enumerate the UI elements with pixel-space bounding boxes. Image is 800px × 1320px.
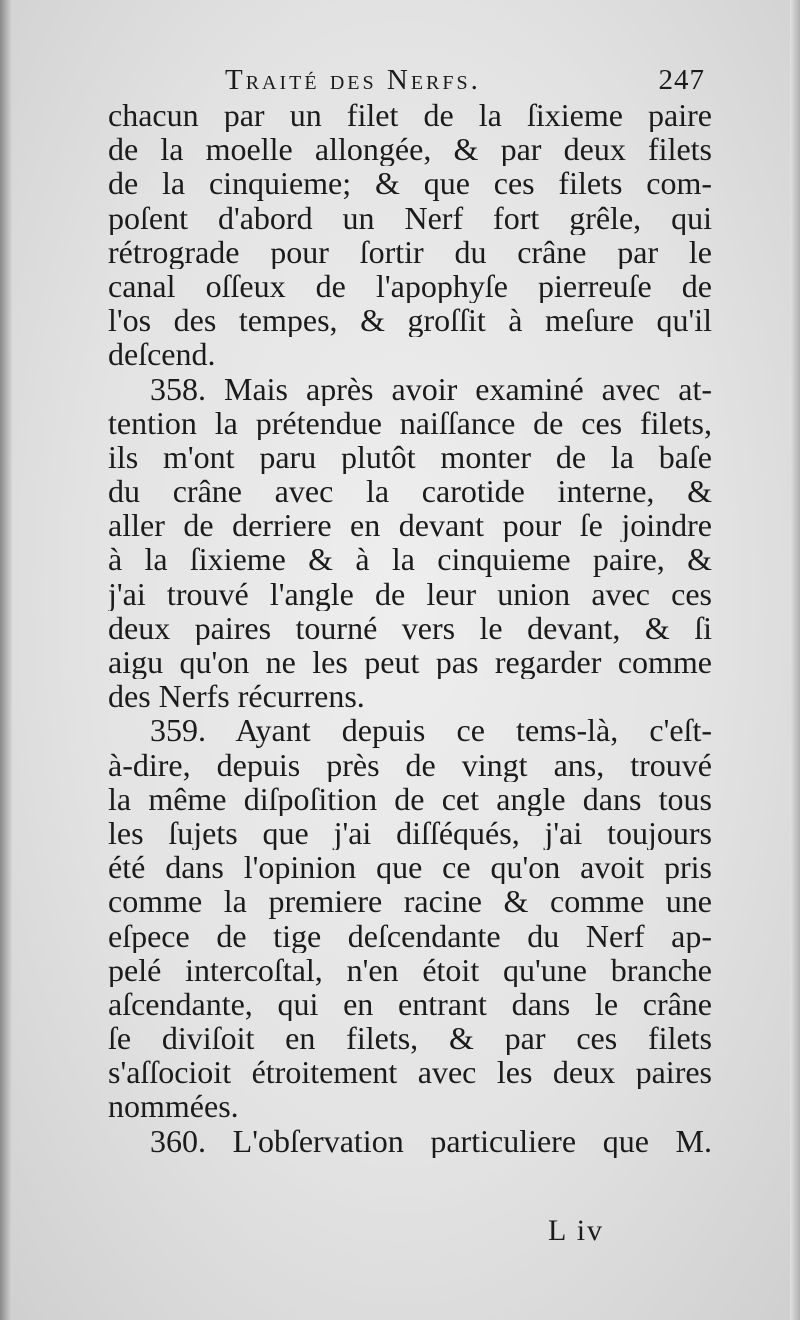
running-title: Traité des Nerfs. (225, 64, 481, 96)
text-line: s'aſſocioit étroitement avec les deux paires (108, 1055, 712, 1090)
text-line: aigu qu'on ne les peut pas regarder comme (108, 645, 712, 680)
text-line: nommées. (108, 1089, 239, 1124)
text-line: deſcend. (108, 337, 216, 372)
signature-mark: L iv (548, 1214, 605, 1247)
text-line: tention la prétendue naiſſance de ces filets, (108, 405, 712, 440)
text-line: des Nerfs récurrens. (108, 679, 365, 714)
text-line: ſe diviſoit en filets, & par ces filets (108, 1021, 712, 1056)
text-line: à-dire, depuis près de vingt ans, trouvé (108, 747, 712, 782)
text-line: l'os des tempes, & groſſit à meſure qu'il (108, 303, 712, 338)
text-line: aſcendante, qui en entrant dans le crâne (108, 986, 712, 1022)
text-line: aller de derriere en devant pour ſe joindre (108, 508, 712, 543)
text-line: pelé intercoſtal, n'en étoit qu'une branche (108, 952, 712, 987)
text-line: comme la premiere racine & comme une (108, 884, 712, 919)
text-line: ils m'ont paru plutôt monter de la baſe (108, 439, 712, 475)
text-line: eſpece de tige deſcendante du Nerf ap- (108, 918, 712, 953)
text-line: de la moelle allongée, & par deux filets (108, 132, 712, 167)
text-line: j'ai trouvé l'angle de leur union avec ces (108, 576, 712, 611)
text-line: rétrograde pour ſortir du crâne par le (108, 234, 712, 269)
text-line: de la cinquieme; & que ces filets com- (108, 166, 712, 201)
text-line: canal oſſeux de l'apophyſe pierreuſe de (108, 268, 712, 304)
text-line: les ſujets que j'ai diſſéqués, j'ai toujours (108, 815, 712, 851)
text-line: deux paires tourné vers le devant, & ſi (108, 610, 712, 645)
paragraph-359-start: 359. Ayant depuis ce tems-là, c'eſt- (150, 713, 712, 748)
paragraph-358-start: 358. Mais après avoir examiné avec at- (150, 371, 712, 406)
page-header (225, 63, 715, 97)
page-number: 247 (658, 64, 705, 96)
text-line: chacun par un filet de la ſixieme paire (108, 98, 712, 133)
text-line: à la ſixieme & à la cinquieme paire, & (108, 542, 712, 577)
text-line: la même diſpoſition de cet angle dans tous (108, 781, 712, 816)
text-line: poſent d'abord un Nerf fort grêle, qui (108, 200, 712, 235)
text-line: été dans l'opinion que ce qu'on avoit pris (108, 850, 712, 885)
paragraph-360-start: 360. L'obſervation particuliere que M. (150, 1123, 712, 1158)
text-line: du crâne avec la carotide interne, & (108, 474, 712, 509)
body-text (108, 98, 712, 1158)
